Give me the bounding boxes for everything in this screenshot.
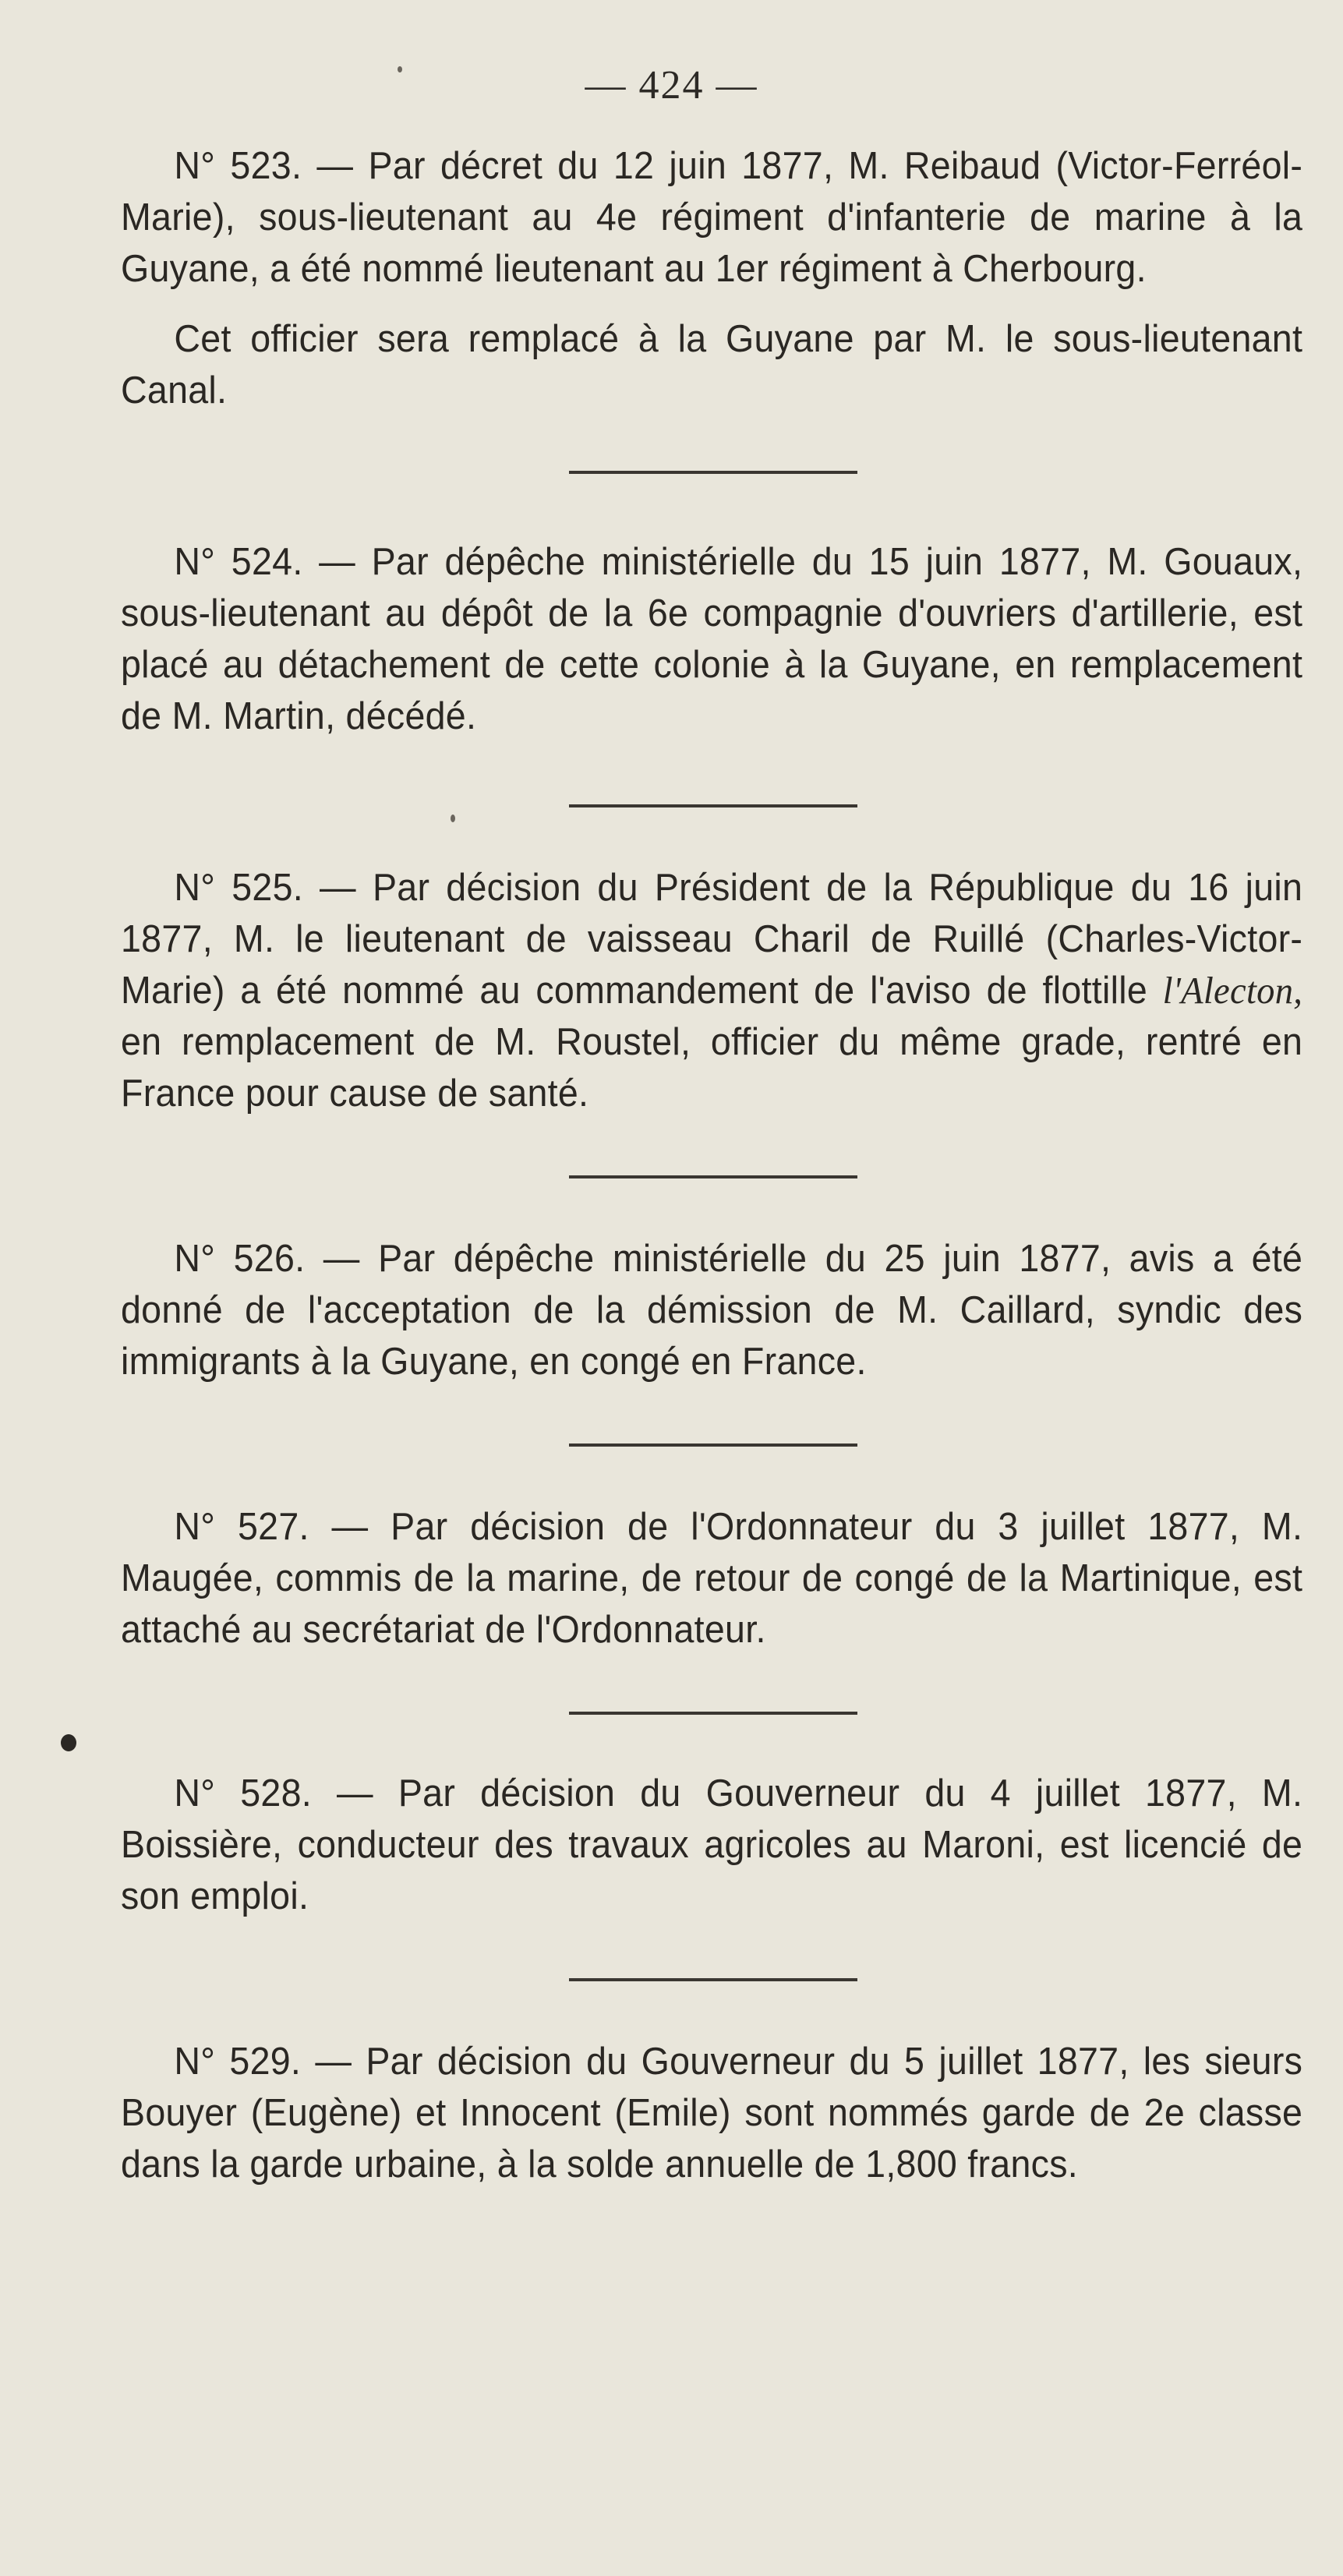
entry-526-paragraph-1: N° 526. — Par dépêche ministérielle du 25 juin 1877, avis a été donné de l'acceptation de la démission de M. Caillard, syndic des immigrants à la Guyane, en congé en France.: [121, 1238, 1303, 1383]
text-column: [121, 140, 1306, 2190]
page-number: — 424 —: [585, 63, 758, 108]
separator-rule: [569, 1443, 857, 1447]
entry-524: [121, 536, 1306, 742]
entry-529-paragraph-1: N° 529. — Par décision du Gouverneur du 5 juillet 1877, les sieurs Bouyer (Eugène) et Innocent (Emile) sont nommés garde de 2e classe dans la garde urbaine, à la solde annuelle de 1,800 francs.: [121, 2041, 1303, 2186]
entry-525-text-start: N° 525. — Par décision du Président de la République du 16 juin 1877, M. le lieutenant de vaisseau Charil de Ruillé (Charles-Victor-Marie) a été nommé au commandement de l'aviso de flottille: [121, 867, 1303, 1012]
entry-525: [121, 862, 1306, 1119]
entry-526: [121, 1233, 1306, 1387]
ship-name-alecton: l'Alecton,: [1162, 969, 1303, 1012]
separator-rule: [569, 804, 857, 807]
separator-rule: [569, 1978, 857, 1981]
entry-528: [121, 1768, 1306, 1922]
entry-524-paragraph-1: N° 524. — Par dépêche ministérielle du 15 juin 1877, M. Gouaux, sous-lieutenant au dépôt de la 6e compagnie d'ouvriers d'artillerie, est placé au détachement de cette colonie à la Guyane, en remplacement de M. Martin, décédé.: [121, 541, 1303, 737]
ink-speck: [451, 814, 455, 822]
entry-523: [121, 140, 1306, 416]
entry-527-paragraph-1: N° 527. — Par décision de l'Ordonnateur du 3 juillet 1877, M. Maugée, commis de la marine, de retour de congé de la Martinique, est attaché au secrétariat de l'Ordonnateur.: [121, 1506, 1303, 1651]
entry-525-text-end: en remplacement de M. Roustel, officier du même grade, rentré en France pour cause de santé.: [121, 1021, 1303, 1115]
entry-529: [121, 2036, 1306, 2190]
entry-523-paragraph-1: N° 523. — Par décret du 12 juin 1877, M. Reibaud (Victor-Ferréol-Marie), sous-lieutenant au 4e régiment d'infanterie de marine à la Guyane, a été nommé lieutenant au 1er régiment à Cherbourg.: [121, 145, 1303, 290]
ink-speck: [61, 1734, 76, 1751]
ink-speck: [398, 66, 402, 72]
entry-527: [121, 1501, 1306, 1655]
entry-523-paragraph-2: Cet officier sera remplacé à la Guyane par M. le sous-lieutenant Canal.: [121, 318, 1303, 412]
entry-525-paragraph-1: [121, 862, 1302, 1119]
separator-rule: [569, 471, 857, 474]
separator-rule: [569, 1712, 857, 1715]
entry-528-paragraph-1: N° 528. — Par décision du Gouverneur du 4 juillet 1877, M. Boissière, conducteur des travaux agricoles au Maroni, est licencié de son emploi.: [121, 1772, 1303, 1917]
separator-rule: [569, 1175, 857, 1178]
